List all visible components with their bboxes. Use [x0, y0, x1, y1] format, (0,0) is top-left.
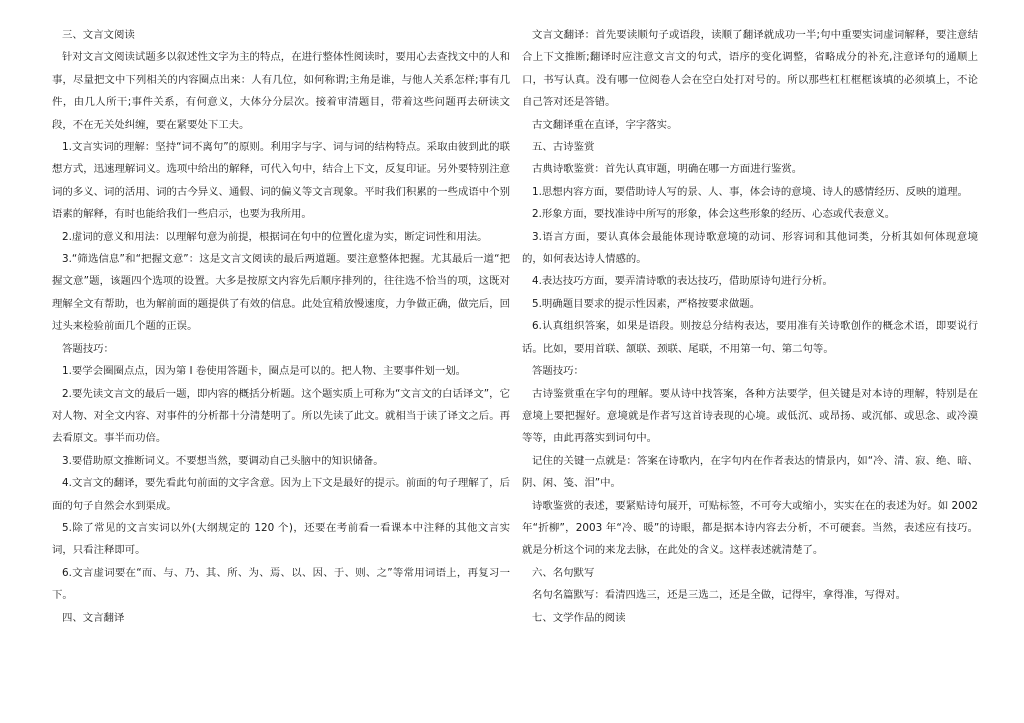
poetry-point-6: 6.认真组织答案，如果是语段。则按总分结构表达，要用准有关诗歌创作的概念术语，即要说行话。比如，要用首联、颔联、颈联、尾联，不用第一句、第二句等。: [522, 320, 978, 355]
section-heading-translation: 四、文言翻译: [62, 611, 125, 624]
section-heading-poetry: 五、古诗鉴赏: [532, 141, 595, 154]
poetry-point-4: 4.表达技巧方面，要弄清诗歌的表达技巧，借助原诗句进行分析。: [532, 275, 833, 288]
paragraph-poetry-expression: 诗歌鉴赏的表述，要紧贴诗句展开，可贴标签，不可夸大或缩小，实实在在的表述为好。如 2002 年“折柳”，2003 年“冷、暖”的诗眼，都是据本诗内容去分析，不可硬套。当然，表述应有技巧。就是分析这个词的来龙去脉，在此处的含义。这样表述就清楚了。: [522, 499, 978, 557]
poetry-point-3: 3.语言方面，要认真体会最能体现诗歌意境的动词、形容词和其他词类，分析其如何体现意境的，如何表达诗人情感的。: [522, 230, 978, 266]
paragraph-poetry-understanding: 古诗鉴赏重在字句的理解。要从诗中找答案，各种方法要学，但关键是对本诗的理解，特别是在意境上要把握好。意境就是作者写这首诗表现的心境。或低沉、或昂扬、或沉郁、或思念、或冷漠等等，由此再落实到词句中。: [522, 387, 978, 445]
poetry-point-2: 2.形象方面，要找准诗中所写的形象，体会这些形象的经历、心态或代表意义。: [532, 208, 896, 221]
tip-2: 2.要先读文言文的最后一题，即内容的概括分析题。这个题实质上可称为“文言文的白话译文”，它对人物、对全文内容、对事件的分析都十分清楚明了。所以先读了此文。就相当于读了译文之后。再去看原文。事半而功倍。: [52, 387, 510, 445]
paragraph-dictation: 名句名篇默写：看清四选三，还是三选二，还是全做，记得牢，拿得准，写得对。: [532, 589, 907, 602]
right-column: [522, 24, 978, 629]
tip-5: 5.除了常见的文言实词以外(大纲规定的 120 个)，还要在考前看一看课本中注释的其他文言实词，只看注释即可。: [52, 521, 510, 557]
section-heading-dictation: 六、名句默写: [532, 566, 595, 579]
tip-3: 3.要借助原文推断词义。不要想当然，要调动自己头脑中的知识储备。: [62, 454, 384, 467]
paragraph-reading-intro: 针对文言文阅读试题多以叙述性文字为主的特点，在进行整体性阅读时，要用心去查找文中的人和事，尽量把文中下列相关的内容圈点出来：人有几位，如何称谓;主角是谁，与他人关系怎样;事有几件，由几人所干;事件关系，有何意义，大体分分层次。接着审清题目，带着这些问题再去研读文段，不在无关处纠缠，要在紧要处下工夫。: [52, 51, 510, 131]
poetry-point-1: 1.思想内容方面，要借助诗人写的景、人、事，体会诗的意境、诗人的感情经历、反映的道理。: [532, 185, 968, 198]
paragraph-function-words: 2.虚词的意义和用法：以理解句意为前提，根据词在句中的位置化虚为实，断定词性和用法。: [62, 230, 488, 243]
section-heading-literary-reading: 七、文学作品的阅读: [532, 611, 626, 624]
paragraph-content-words: 1.文言实词的理解：坚持“词不离句”的原则。利用字与字、词与词的结构特点。采取由彼到此的联想方式，迅速理解词义。选项中给出的解释，可代入句中，结合上下文，反复印证。另外要特别注意词的多义、词的活用、词的古今异义、通假、词的偏义等文言现象。平时我们积累的一些成语中个别语素的解释，有时也能给我们一些启示，也要为我所用。: [52, 141, 510, 221]
paragraph-literal-translation: 古文翻译重在直译，字字落实。: [532, 118, 678, 131]
subheading-answer-tips: 答题技巧：: [62, 342, 114, 355]
tip-1: 1.要学会圈圈点点，因为第 I 卷使用答题卡，圈点是可以的。把人物、主要事件划一划。: [62, 365, 467, 378]
subheading-answer-tips-poetry: 答题技巧：: [532, 365, 584, 378]
left-column: [52, 24, 510, 629]
tip-4: 4.文言文的翻译，要先看此句前面的文字含意。因为上下文是最好的提示。前面的句子理解了，后面的句子自然会水到渠成。: [52, 477, 510, 512]
tip-6: 6.文言虚词要在“而、与、乃、其、所、为、焉、以、因、于、则、之”等常用词语上，再复习一下。: [52, 566, 510, 602]
paragraph-key-point: 记住的关键一点就是：答案在诗歌内，在字句内在作者表达的情景内，如“冷、清、寂、绝、暗、阴、闲、笺、泪”中。: [522, 454, 978, 490]
paragraph-filter-info: 3.“筛选信息”和“把握文意”：这是文言文阅读的最后两道题。要注意整体把握。尤其最后一道“把握文意”题，该题四个选项的设置。大多是按原文内容先后顺序排列的，往往选不恰当的项，这既对理解全文有帮助，也为解前面的题提供了有效的信息。此处宜稍放慢速度，力争做正确，做完后，回过头来检验前面几个题的正误。: [52, 253, 510, 333]
section-heading-classical-reading: 三、文言文阅读: [62, 29, 135, 41]
paragraph-translation-method: 文言文翻译：首先要读顺句子或语段，读顺了翻译就成功一半;句中重要实词虚词解释，要注意结合上下文推断;翻译时应注意文言文的句式，语序的变化调整，省略成分的补充,注意译句的通顺上口，书写认真。没有哪一位阅卷人会在空白处打对号的。所以那些杠杠框框该填的必须填上，不论自己答对还是答错。: [522, 29, 978, 109]
poetry-point-5: 5.明确题目要求的提示性因素，严格按要求做题。: [532, 297, 761, 310]
paragraph-poetry-intro: 古典诗歌鉴赏：首先认真审题，明确在哪一方面进行鉴赏。: [532, 163, 803, 176]
